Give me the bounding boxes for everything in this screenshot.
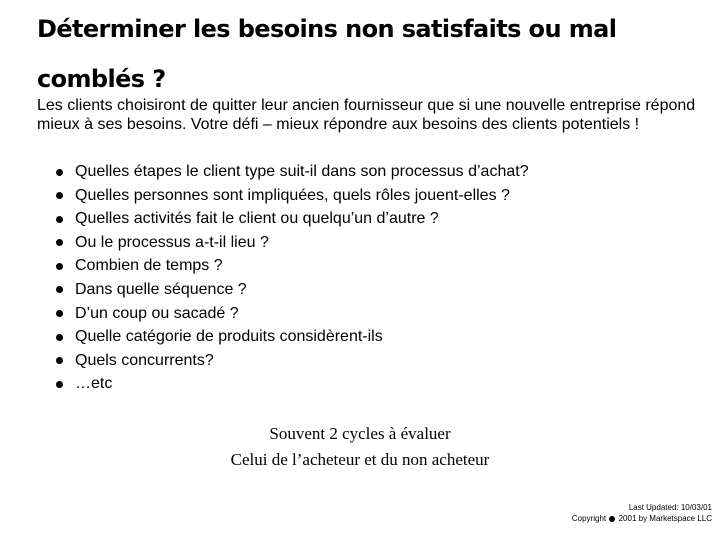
- bullet-icon: [56, 334, 63, 341]
- bullet-icon: [56, 169, 63, 176]
- bullet-list: [55, 160, 695, 396]
- list-item: [55, 160, 695, 184]
- list-item-text: Quelle catégorie de produits considèrent-ils: [75, 328, 383, 346]
- list-item-text: Quelles activités fait le client ou quelqu’un d’autre ?: [75, 210, 439, 228]
- bullet-icon: [56, 192, 63, 199]
- list-item-text: Quelles étapes le client type suit-il dans son processus d’achat?: [75, 163, 529, 180]
- bullet-icon: [56, 286, 63, 293]
- slide-title: Déterminer les besoins non satisfaits ou mal comblés ?: [37, 15, 617, 93]
- bullet-icon: [56, 310, 63, 317]
- list-item: [55, 207, 695, 231]
- list-item: [55, 231, 695, 255]
- list-item-text: …etc: [75, 375, 113, 393]
- list-item-text: Quelles personnes sont impliquées, quels rôles jouent-elles ?: [75, 186, 510, 204]
- list-item: [55, 254, 695, 278]
- bullet-icon: [56, 239, 63, 246]
- list-item: [55, 325, 695, 349]
- copyright-line: [572, 513, 712, 524]
- copyright-prefix: Copyright: [571, 514, 607, 523]
- bullet-icon: [56, 357, 63, 364]
- copyright-icon: [609, 516, 615, 522]
- list-item: [55, 349, 695, 373]
- slide-footer: [572, 502, 712, 524]
- list-item: [55, 302, 695, 326]
- list-item: [55, 372, 695, 396]
- list-item-text: Ou le processus a-t-il lieu ?: [75, 233, 269, 251]
- bullet-icon: [56, 381, 63, 388]
- list-item-text: Combien de temps ?: [75, 257, 223, 275]
- list-item-text: Quels concurrents?: [75, 351, 214, 369]
- list-item: [55, 184, 695, 208]
- bullet-icon: [56, 263, 63, 270]
- list-item-text: D’un coup ou sacadé ?: [75, 304, 239, 322]
- intro-paragraph: Les clients choisiront de quitter leur ancien fournisseur que si une nouvelle entreprise répond mieux à ses besoins. Votre défi – mieux répondre aux besoins des clients potentiels !: [37, 97, 696, 133]
- list-item: [55, 278, 695, 302]
- list-item-text: Dans quelle séquence ?: [75, 280, 247, 298]
- last-updated-text: Last Updated: 10/03/01: [628, 503, 712, 512]
- note-line-2: Celui de l’acheteur et du non acheteur: [230, 450, 490, 469]
- bullet-icon: [56, 216, 63, 223]
- note-line-1: Souvent 2 cycles à évaluer: [269, 424, 451, 443]
- copyright-suffix: 2001 by Marketspace LLC: [618, 514, 712, 523]
